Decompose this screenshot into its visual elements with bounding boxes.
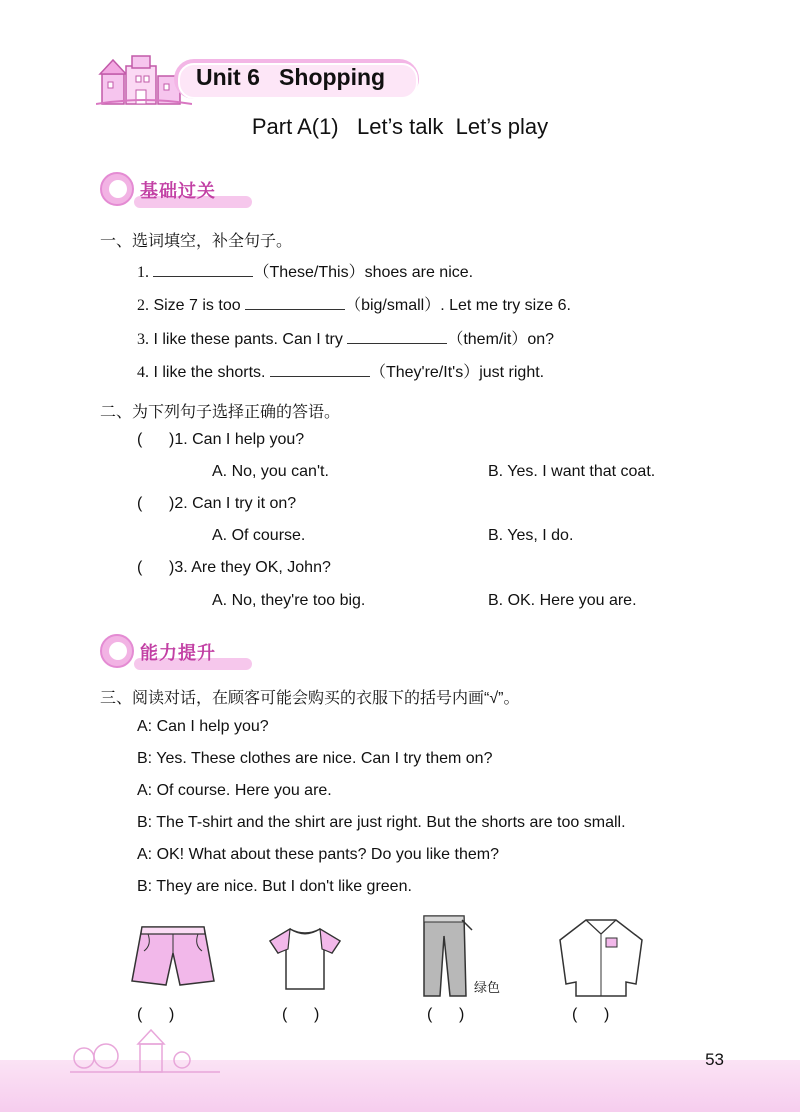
q2-item-1-question: ( )1. Can I help you? bbox=[137, 431, 305, 448]
q1-heading: 一、选词填空，补全句子。 bbox=[100, 233, 293, 250]
green-label: 绿色 bbox=[474, 980, 501, 995]
q2-item-1-option-a: A. No, you can't. bbox=[212, 463, 329, 480]
bottom-castle-icon bbox=[70, 1028, 220, 1074]
unit-banner bbox=[96, 52, 426, 104]
pants-icon bbox=[418, 912, 474, 998]
section-label-basic: 基础过关 bbox=[140, 181, 216, 201]
shorts-icon bbox=[128, 925, 218, 989]
page-number: 53 bbox=[705, 1050, 724, 1069]
dialogue-line-3: A: Of course. Here you are. bbox=[137, 782, 332, 799]
boy-face-icon bbox=[100, 634, 134, 668]
q2-item-2-option-b: B. Yes, I do. bbox=[488, 527, 574, 544]
part-title: Part A(1) Let’s talk Let’s play bbox=[251, 114, 549, 139]
dialogue-line-1: A: Can I help you? bbox=[137, 718, 269, 735]
answer-paren-shirt[interactable]: ( ) bbox=[572, 1006, 610, 1023]
section-badge-basic bbox=[100, 172, 260, 208]
section-badge-ability bbox=[100, 634, 260, 670]
q2-item-3-option-b: B. OK. Here you are. bbox=[488, 592, 637, 609]
q2-item-3-option-a: A. No, they're too big. bbox=[212, 592, 366, 609]
girl-face-icon bbox=[100, 172, 134, 206]
q2-item-3-question: ( )3. Are they OK, John? bbox=[137, 559, 331, 576]
q2-item-1-option-b: B. Yes. I want that coat. bbox=[488, 463, 656, 480]
q2-heading: 二、为下列句子选择正确的答语。 bbox=[100, 404, 341, 421]
q2-item-2-question: ( )2. Can I try it on? bbox=[137, 495, 297, 512]
q1-item-2: 2. Size 7 is too （big/small）. Let me try size 6. bbox=[137, 292, 571, 315]
dialogue-line-5: A: OK! What about these pants? Do you like them? bbox=[137, 846, 499, 863]
unit-title: Unit 6 Shopping bbox=[196, 64, 386, 90]
answer-blank[interactable] bbox=[270, 361, 370, 377]
dialogue-line-6: B: They are nice. But I don't like green. bbox=[137, 878, 412, 895]
q1-item-4: 4. I like the shorts. （They're/It's）just right. bbox=[137, 359, 544, 382]
answer-paren-shorts[interactable]: ( ) bbox=[137, 1006, 175, 1023]
dialogue-line-2: B: Yes. These clothes are nice. Can I try them on? bbox=[137, 750, 493, 767]
answer-blank[interactable] bbox=[245, 294, 345, 310]
shirt-icon bbox=[556, 918, 646, 998]
section-label-ability: 能力提升 bbox=[140, 643, 216, 663]
tshirt-icon bbox=[268, 927, 342, 991]
q3-heading: 三、阅读对话，在顾客可能会购买的衣服下的括号内画“√”。 bbox=[100, 690, 520, 707]
q2-item-2-option-a: A. Of course. bbox=[212, 527, 306, 544]
answer-blank[interactable] bbox=[153, 261, 253, 277]
answer-paren-pants[interactable]: ( ) bbox=[427, 1006, 465, 1023]
dialogue-line-4: B: The T-shirt and the shirt are just right. But the shorts are too small. bbox=[137, 814, 626, 831]
answer-blank[interactable] bbox=[347, 328, 447, 344]
q1-item-3: 3. I like these pants. Can I try （them/it）on? bbox=[137, 326, 554, 349]
q1-item-1: 1. （These/This）shoes are nice. bbox=[137, 259, 473, 282]
answer-paren-tshirt[interactable]: ( ) bbox=[282, 1006, 320, 1023]
